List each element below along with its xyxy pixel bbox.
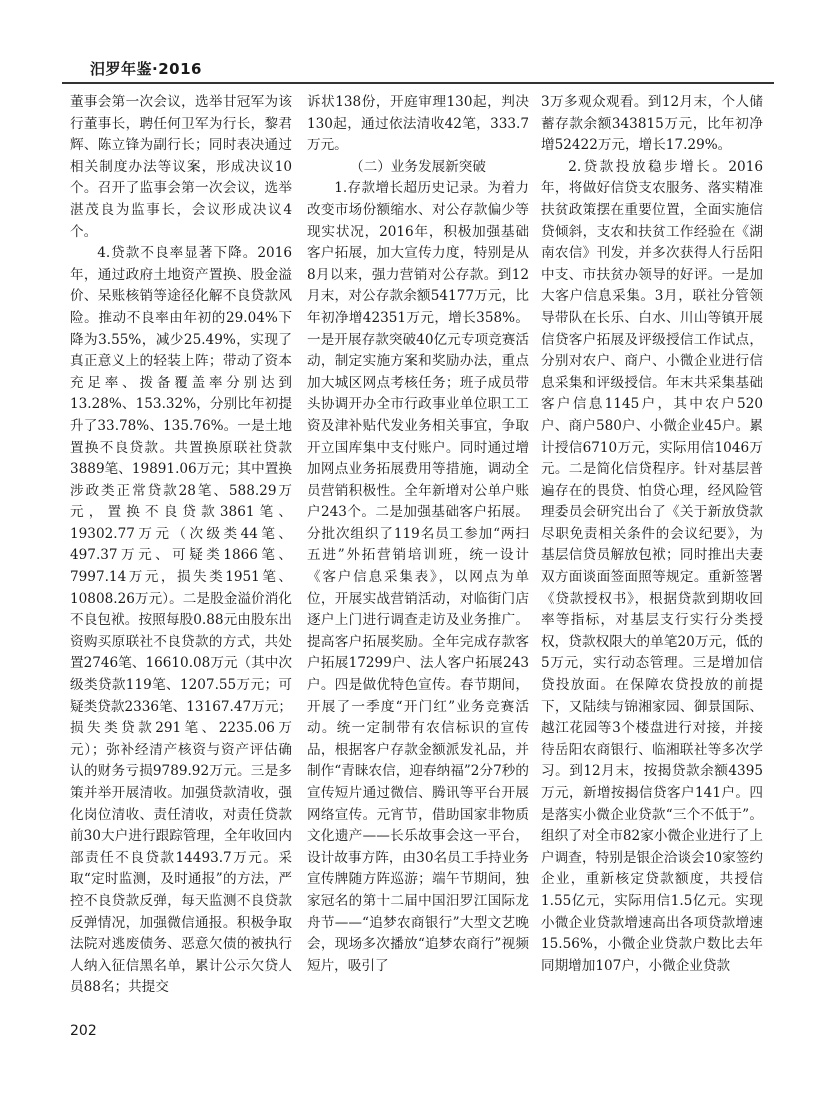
paragraph: 3万多观众观看。到12月末，个人储蓄存款余额343815万元，比年初净增52422万元，增长17.29%。 (541, 94, 763, 154)
paragraph: 2.贷款投放稳步增长。2016年，将做好信贷支农服务、落实精准扶贫政策摆在重要位置，全面实施信贷倾斜，支农和扶贫工作经验在《湖南农信》刊发，并多次获得人行岳阳中支、市扶贫办领导的好评。一是加大客户信息采集。3月，联社分管领导带队在长乐、白水、川山等镇开展信贷客户拓展及评级授信工作试点，分别对农户、商户、小微企业进行信息采集和评级授信。年末共采集基础客户信息1145户，其中农户520户、商户580户、小微企业45户。累计授信6710万元，实际用信1046万元。二是简化信贷程序。针对基层普遍存在的畏贷、怕贷心理，经风险管理委员会研究出台了《关于新放贷款尽职免责相关条件的会议纪要》，为基层信贷员解放包袱；同时推出夫妻双方面谈面签面照等规定。重新签署《贷款授权书》，根据贷款到期收回率等指标，对基层支行实行分类授权，贷款权限大的单笔20万元，低的5万元，实行动态管理。三是增加信贷投放面。在保障农贷投放的前提下，又陆续与锦湘家园、御景国际、越江花园等3个楼盘进行对接，并接待岳阳农商银行、临湘联社等多次学习。到12月末，按揭贷款余额4395万元，新增按揭信贷客户141户。四是落实小微企业贷款“三个不低于”。组织了对全市82家小微企业进行了上户调查，特别是银企洽谈会10家签约企业，重新核定贷款额度，共授信1.55亿元，实际用信1.5亿元。实现小微企业贷款增速高出各项贷款增速15.56%，小微企业贷款户数比去年同期增加107户，小微企业贷款 (541, 158, 763, 974)
text-column-right (541, 92, 763, 977)
paragraph: 诉状138份，开庭审理130起，判决130起，通过依法清收42笔，333.7万元。 (307, 94, 529, 154)
text-column-left (70, 92, 292, 999)
running-header (62, 58, 772, 80)
paragraph: 4.贷款不良率显著下降。2016年，通过政府土地资产置换、股金溢价、呆账核销等途径化解不良贷款风险。推动不良率由年初的29.04%下降为3.55%，减少25.49%，实现了真正意义上的轻装上阵；带动了资本充足率、拨备覆盖率分别达到13.28%、153.32%，分别比年初提升了33.78%、135.76%。一是土地置换不良贷款。共置换原联社贷款3889笔、19891.06万元；其中置换涉政类正常贷款28笔、588.29万元，置换不良贷款3861笔、19302.77万元（次级类44笔、497.37万元、可疑类1866笔、7997.14万元，损失类1951笔、10808.26万元）。二是股金溢价消化不良包袱。按照每股0.88元由股东出资购买原联社不良贷款的方式，共处置2746笔、16610.08万元（其中次级类贷款119笔、1207.55万元；可疑类贷款2336笔、13167.47万元；损失类贷款291笔、2235.06万元）；弥补经清产核资与资产评估确认的财务亏损9789.92万元。三是多策并举开展清收。加强贷款清收，强化岗位清收、责任清收，对责任贷款前30大户进行跟踪管理，全年收回内部责任不良贷款14493.7万元。采取“定时监测，及时通报”的方法，严控不良贷款反弹，每天监测不良贷款反弹情况，加强微信通报。积极争取法院对逃废债务、恶意欠债的被执行人纳入征信黑名单，累计公示欠贷人员88名；共提交 (70, 245, 292, 996)
section-subheading: （二）业务发展新突破 (350, 158, 486, 175)
page-number: 202 (70, 1023, 97, 1039)
paragraph: 1.存款增长超历史记录。为着力改变市场份额缩水、对公存款偏少等现实状况，2016年，积极加强基础客户拓展，加大宣传力度，特别是从8月以来，强力营销对公存款。到12月末，对公存款余额54177万元，比年初净增42351万元，增长358%。一是开展存款突破40亿元专项竞赛活动，制定实施方案和奖励办法，重点加大城区网点考核任务；班子成员带头协调开办全市行政事业单位职工工资及津补贴代发业务相关事宜，争取开立国库集中支付账户。同时通过增加网点业务拓展费用等措施，调动全员营销积极性。全年新增对公单户账户243个。二是加强基础客户拓展。分批次组织了119名员工参加“两扫五进”外拓营销培训班，统一设计《客户信息采集表》，以网点为单位，开展实战营销活动，对临街门店逐户上门进行调查走访及业务推广。提高客户拓展奖励。全年完成存款客户拓展17299户、法人客户拓展243户。四是做优特色宣传。春节期间，开展了一季度“开门红”业务竞赛活动。统一定制带有农信标识的宣传品，根据客户存款金额派发礼品，并制作“青睐农信，迎春纳福”2分7秒的宣传短片通过微信、腾讯等平台开展网络宣传。元宵节，借助国家非物质文化遗产——长乐故事会这一平台，设计故事方阵，由30名员工手持业务宣传牌随方阵巡游；端午节期间，独家冠名的第十二届中国汨罗江国际龙舟节——“追梦农商银行”大型文艺晚会，现场多次播放“追梦农商行”视频短片，吸引了 (307, 180, 529, 974)
yearbook-title: 汨罗年鉴·2016 (90, 60, 202, 78)
text-column-middle (307, 92, 529, 977)
header-rule (62, 82, 774, 84)
paragraph: 董事会第一次会议，选举甘冠军为该行董事长，聘任何卫军为行长，黎君辉、陈立锋为副行长；同时表决通过相关制度办法等议案，形成决议10个。召开了监事会第一次会议，选举湛茂良为监事长，会议形成决议4个。 (70, 94, 292, 240)
